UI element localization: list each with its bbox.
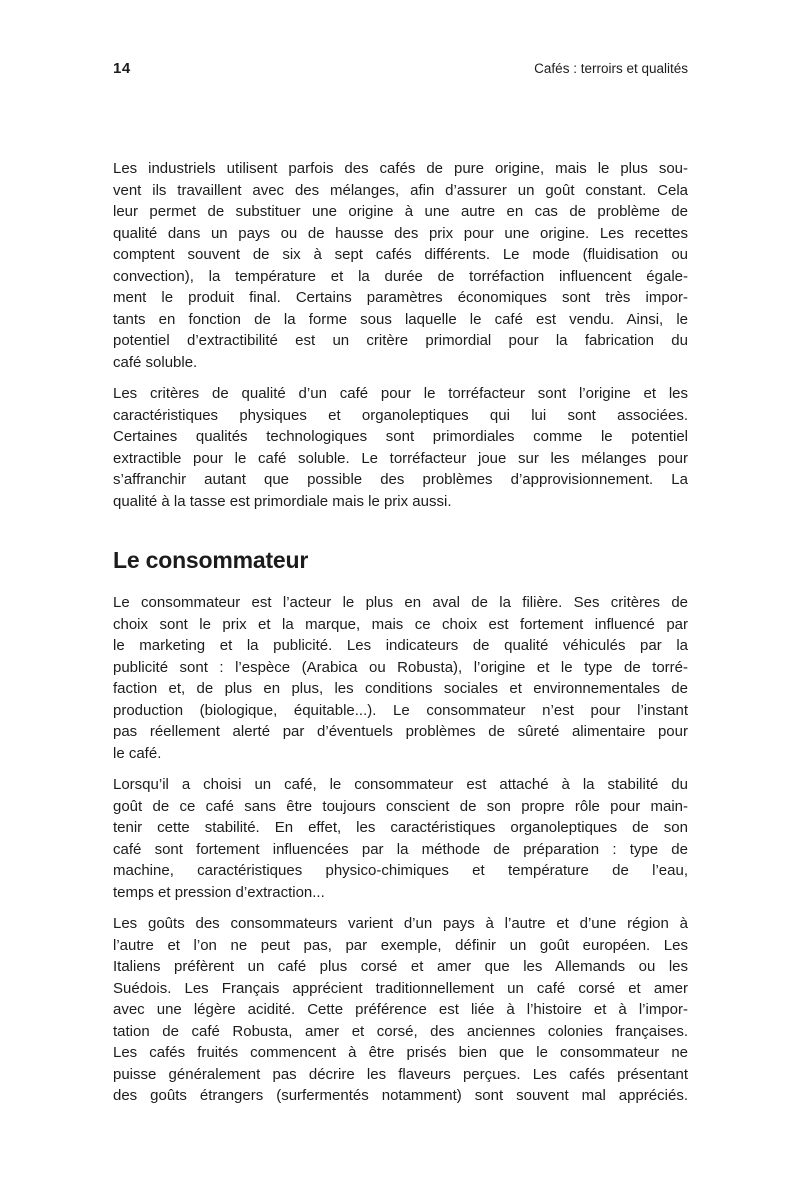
- paragraph-gouts-pays: [113, 913, 688, 1107]
- paragraph-consommateur-aval: [113, 592, 688, 764]
- text-line: caractéristiques physiques et organoleptiques qui lui sont associées.: [113, 406, 688, 424]
- text-line: des goûts étrangers (surfermentés notamment) sont souvent mal appréciés.: [113, 1087, 688, 1104]
- text-line: comptent souvent de six à sept cafés différents. Le mode (fluidisation ou: [113, 246, 688, 263]
- text-line: goût de ce café sans être toujours conscient de son propre rôle pour main-: [113, 797, 688, 815]
- text-line: avec une légère acidité. Cette préférence est liée à l’histoire et à l’impor-: [113, 1001, 688, 1018]
- text-line: ment le produit final. Certains paramètres économiques sont très impor-: [113, 289, 688, 306]
- text-line: puisse généralement pas décrire les flaveurs perçues. Les cafés présentant: [113, 1065, 688, 1083]
- text-line: convection), la température et la durée de torréfaction influencent égale-: [113, 267, 688, 285]
- page-header: [113, 60, 688, 77]
- text-line: café sont fortement influencées par la méthode de préparation : type de: [113, 840, 688, 858]
- text-line: leur permet de substituer une origine à une autre en cas de problème de: [113, 203, 688, 220]
- paragraph-industriels: [113, 158, 688, 373]
- text-line: Suédois. Les Français apprécient traditionnellement un café corsé et amer: [113, 979, 688, 997]
- text-line: l’autre et l’on ne peut pas, par exemple, définir un goût européen. Les: [113, 936, 688, 954]
- text-line: extractible pour le café soluble. Le torréfacteur joue sur les mélanges pour: [113, 449, 688, 467]
- text-line: Lorsqu’il a choisi un café, le consommateur est attaché à la stabilité du: [113, 776, 688, 793]
- text-line: Italiens préfèrent un café plus corsé et amer que les Allemands ou les: [113, 958, 688, 975]
- text-line: production (biologique, équitable...). Le consommateur n’est pour l’instant: [113, 701, 688, 719]
- text-line: le marketing et la publicité. Les indicateurs de qualité véhiculés par la: [113, 637, 688, 654]
- text-line: Les goûts des consommateurs varient d’un pays à l’autre et d’une région à: [113, 915, 688, 932]
- page-body: [113, 158, 688, 1117]
- text-line: publicité sont : l’espèce (Arabica ou Robusta), l’origine et le type de torré-: [113, 658, 688, 676]
- page-number: 14: [113, 60, 131, 77]
- text-line: s’affranchir autant que possible des problèmes d’approvisionnement. La: [113, 471, 688, 488]
- text-line: tants en fonction de la forme sous laquelle le café est vendu. Ainsi, le: [113, 310, 688, 328]
- text-line: Le consommateur est l’acteur le plus en aval de la filière. Ses critères de: [113, 594, 688, 611]
- text-line: Les industriels utilisent parfois des cafés de pure origine, mais le plus sou-: [113, 160, 688, 177]
- text-line: faction et, de plus en plus, les conditions sociales et environnementales de: [113, 680, 688, 697]
- text-line: potentiel d’extractibilité est un critère primordial pour la fabrication du: [113, 332, 688, 349]
- text-line: le café.: [113, 744, 162, 762]
- text-line: pas réellement alerté par d’éventuels problèmes de sûreté alimentaire pour: [113, 723, 688, 740]
- text-line: machine, caractéristiques physico-chimiques et température de l’eau,: [113, 862, 688, 879]
- paragraph-stabilite-gout: [113, 774, 688, 903]
- section-heading: Le consommateur: [113, 547, 309, 573]
- text-line: tation de café Robusta, amer et corsé, des anciennes colonies françaises.: [113, 1022, 688, 1040]
- text-line: choix sont le prix et la marque, mais ce choix est fortement influencé par: [113, 615, 688, 633]
- text-line: qualité à la tasse est primordiale mais le prix aussi.: [113, 492, 452, 510]
- paragraph-criteres-torrefacteur: [113, 383, 688, 512]
- text-line: Les critères de qualité d’un café pour le torréfacteur sont l’origine et les: [113, 385, 688, 402]
- text-line: vent ils travaillent avec des mélanges, afin d’assurer un goût constant. Cela: [113, 181, 688, 199]
- text-line: café soluble.: [113, 353, 198, 371]
- text-line: Certaines qualités technologiques sont primordiales comme le potentiel: [113, 428, 688, 445]
- text-line: qualité dans un pays ou de hausse des prix pour une origine. Les recettes: [113, 224, 688, 242]
- text-line: temps et pression d’extraction...: [113, 883, 325, 901]
- text-line: Les cafés fruités commencent à être prisés bien que le consommateur ne: [113, 1044, 688, 1061]
- running-title: Cafés : terroirs et qualités: [534, 61, 688, 76]
- text-line: tenir cette stabilité. En effet, les caractéristiques organoleptiques de son: [113, 819, 688, 836]
